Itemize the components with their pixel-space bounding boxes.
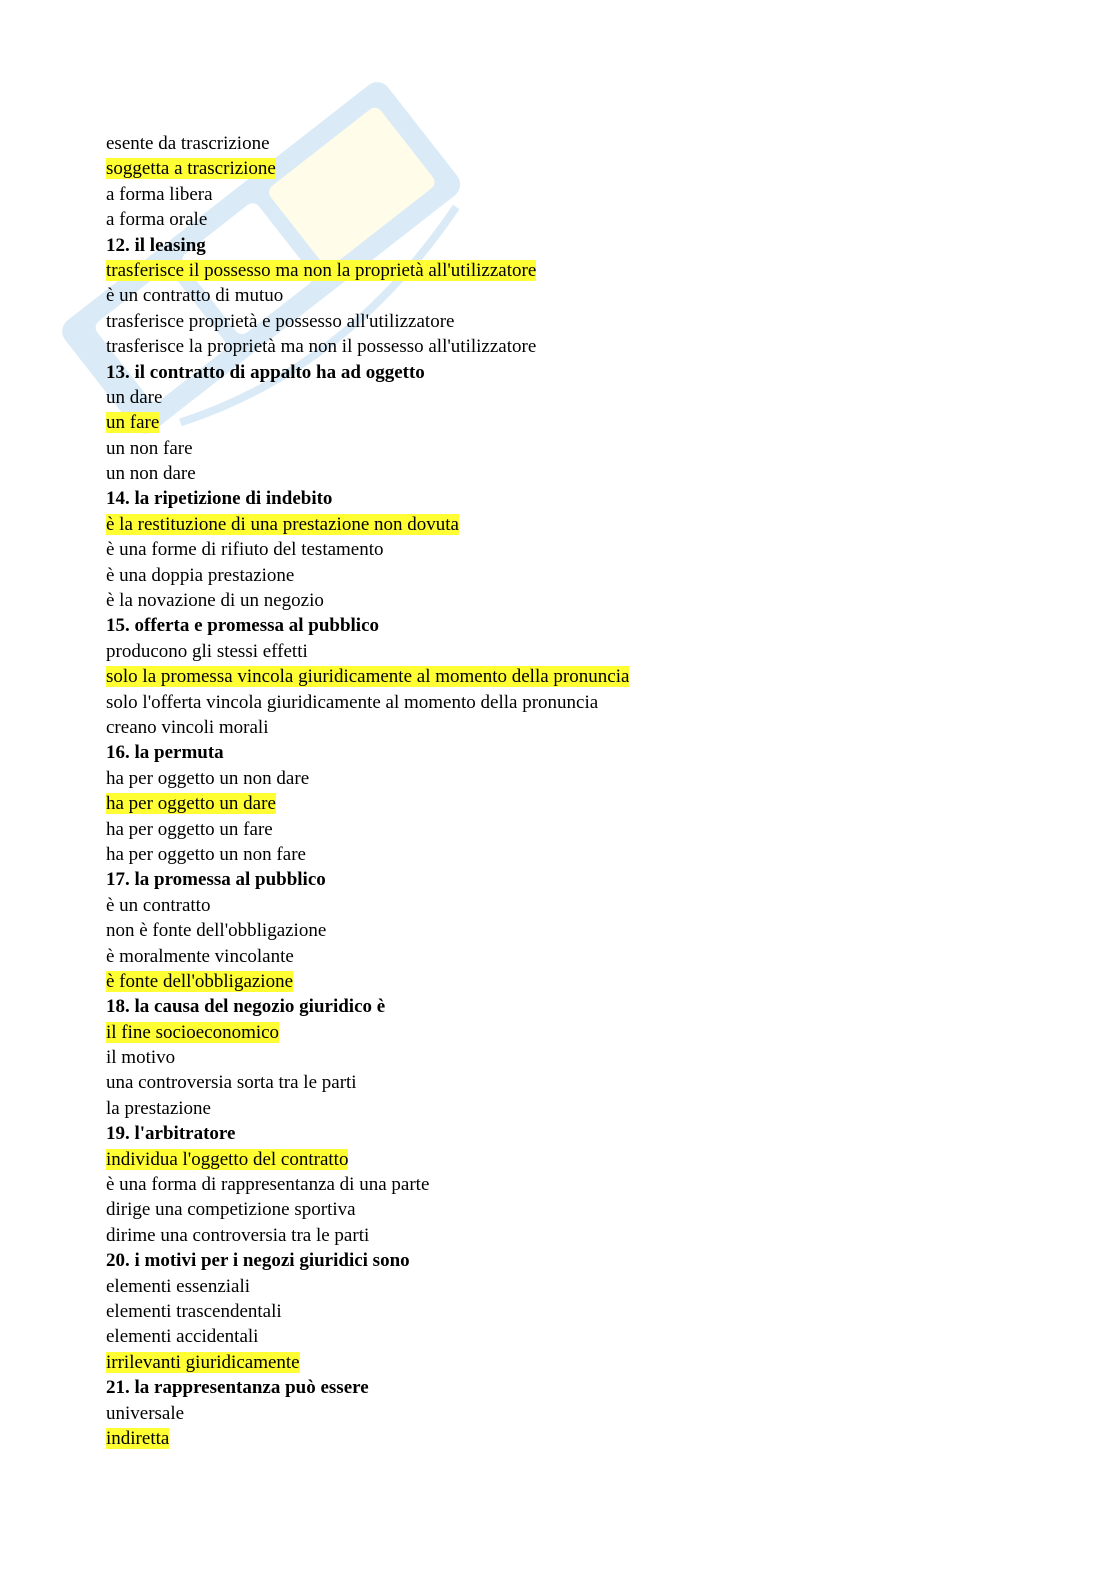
answer-option bbox=[106, 715, 1006, 740]
answer-option bbox=[106, 1045, 1006, 1070]
line-text: indiretta bbox=[106, 1427, 170, 1449]
question-heading bbox=[106, 233, 1006, 258]
answer-option bbox=[106, 1299, 1006, 1324]
answer-option bbox=[106, 436, 1006, 461]
answer-option bbox=[106, 182, 1006, 207]
line-text: 17. la promessa al pubblico bbox=[106, 869, 326, 891]
line-text: dirige una competizione sportiva bbox=[106, 1199, 356, 1221]
line-text: ha per oggetto un non dare bbox=[106, 767, 310, 789]
line-text: 14. la ripetizione di indebito bbox=[106, 488, 333, 510]
line-text: 13. il contratto di appalto ha ad oggetto bbox=[106, 361, 425, 383]
line-text: 16. la permuta bbox=[106, 742, 224, 764]
line-text: solo la promessa vincola giuridicamente al momento della pronuncia bbox=[106, 666, 630, 688]
answer-option bbox=[106, 461, 1006, 486]
line-text: trasferisce proprietà e possesso all'utilizzatore bbox=[106, 310, 455, 332]
highlighted-answer bbox=[106, 258, 1006, 283]
answer-option bbox=[106, 766, 1006, 791]
line-text: 18. la causa del negozio giuridico è bbox=[106, 996, 386, 1018]
answer-option bbox=[106, 334, 1006, 359]
question-heading bbox=[106, 1375, 1006, 1400]
line-text: solo l'offerta vincola giuridicamente al momento della pronuncia bbox=[106, 691, 599, 713]
answer-option bbox=[106, 1172, 1006, 1197]
highlighted-answer bbox=[106, 791, 1006, 816]
line-text: è una doppia prestazione bbox=[106, 564, 295, 586]
answer-option bbox=[106, 944, 1006, 969]
highlighted-answer bbox=[106, 969, 1006, 994]
highlighted-answer bbox=[106, 512, 1006, 537]
line-text: irrilevanti giuridicamente bbox=[106, 1351, 300, 1373]
answer-option bbox=[106, 1096, 1006, 1121]
highlighted-answer bbox=[106, 1020, 1006, 1045]
line-text: universale bbox=[106, 1402, 185, 1424]
answer-option bbox=[106, 588, 1006, 613]
line-text: ha per oggetto un dare bbox=[106, 793, 276, 815]
answer-option bbox=[106, 690, 1006, 715]
answer-option bbox=[106, 309, 1006, 334]
line-text: è una forma di rappresentanza di una parte bbox=[106, 1174, 430, 1196]
answer-option bbox=[106, 1401, 1006, 1426]
line-text: a forma libera bbox=[106, 183, 213, 205]
highlighted-answer bbox=[106, 1426, 1006, 1451]
line-text: 12. il leasing bbox=[106, 234, 206, 256]
line-text: dirime una controversia tra le parti bbox=[106, 1224, 370, 1246]
question-heading bbox=[106, 867, 1006, 892]
line-text: elementi essenziali bbox=[106, 1275, 251, 1297]
answer-option bbox=[106, 1324, 1006, 1349]
answer-option bbox=[106, 283, 1006, 308]
quiz-document-body bbox=[106, 131, 1006, 1451]
answer-option bbox=[106, 817, 1006, 842]
line-text: esente da trascrizione bbox=[106, 133, 270, 154]
answer-option bbox=[106, 207, 1006, 232]
highlighted-answer bbox=[106, 1147, 1006, 1172]
answer-option bbox=[106, 842, 1006, 867]
answer-option bbox=[106, 1070, 1006, 1095]
line-text: ha per oggetto un fare bbox=[106, 818, 273, 840]
line-text: è un contratto di mutuo bbox=[106, 285, 284, 307]
line-text: il fine socioeconomico bbox=[106, 1021, 280, 1043]
line-text: a forma orale bbox=[106, 209, 208, 231]
line-text: è la novazione di un negozio bbox=[106, 590, 324, 612]
answer-option bbox=[106, 563, 1006, 588]
line-text: una controversia sorta tra le parti bbox=[106, 1072, 357, 1094]
line-text: la prestazione bbox=[106, 1097, 211, 1119]
line-text: producono gli stessi effetti bbox=[106, 640, 308, 662]
line-text: creano vincoli morali bbox=[106, 716, 269, 738]
line-text: il motivo bbox=[106, 1047, 176, 1069]
answer-option bbox=[106, 639, 1006, 664]
highlighted-answer bbox=[106, 664, 1006, 689]
highlighted-answer bbox=[106, 410, 1006, 435]
answer-option bbox=[106, 893, 1006, 918]
answer-option bbox=[106, 1274, 1006, 1299]
question-heading bbox=[106, 994, 1006, 1019]
line-text: è una forme di rifiuto del testamento bbox=[106, 539, 384, 561]
line-text: 19. l'arbitratore bbox=[106, 1123, 236, 1145]
answer-option bbox=[106, 1223, 1006, 1248]
line-text: trasferisce il possesso ma non la proprietà all'utilizzatore bbox=[106, 259, 537, 281]
line-text: un fare bbox=[106, 412, 160, 434]
line-text: è un contratto bbox=[106, 894, 211, 916]
answer-option bbox=[106, 918, 1006, 943]
line-text: 15. offerta e promessa al pubblico bbox=[106, 615, 380, 637]
line-text: è moralmente vincolante bbox=[106, 945, 294, 967]
line-text: elementi accidentali bbox=[106, 1326, 259, 1348]
question-heading bbox=[106, 486, 1006, 511]
question-heading bbox=[106, 1121, 1006, 1146]
answer-option bbox=[106, 1197, 1006, 1222]
highlighted-answer bbox=[106, 1350, 1006, 1375]
line-text: 21. la rappresentanza può essere bbox=[106, 1377, 369, 1399]
line-text: individua l'oggetto del contratto bbox=[106, 1148, 349, 1170]
line-text: 20. i motivi per i negozi giuridici sono bbox=[106, 1250, 410, 1272]
line-text: è la restituzione di una prestazione non dovuta bbox=[106, 513, 459, 535]
question-heading bbox=[106, 740, 1006, 765]
question-heading bbox=[106, 360, 1006, 385]
highlighted-answer bbox=[106, 156, 1006, 181]
answer-option bbox=[106, 385, 1006, 410]
line-text: un non fare bbox=[106, 437, 193, 459]
question-heading bbox=[106, 1248, 1006, 1273]
line-text: ha per oggetto un non fare bbox=[106, 843, 306, 865]
question-heading bbox=[106, 613, 1006, 638]
line-text: è fonte dell'obbligazione bbox=[106, 970, 294, 992]
line-text: un dare bbox=[106, 386, 163, 408]
answer-option bbox=[106, 537, 1006, 562]
line-text: trasferisce la proprietà ma non il possesso all'utilizzatore bbox=[106, 336, 537, 358]
line-text: un non dare bbox=[106, 463, 196, 485]
answer-option bbox=[106, 131, 1006, 156]
line-text: elementi trascendentali bbox=[106, 1300, 282, 1322]
line-text: non è fonte dell'obbligazione bbox=[106, 920, 327, 942]
line-text: soggetta a trascrizione bbox=[106, 158, 276, 180]
